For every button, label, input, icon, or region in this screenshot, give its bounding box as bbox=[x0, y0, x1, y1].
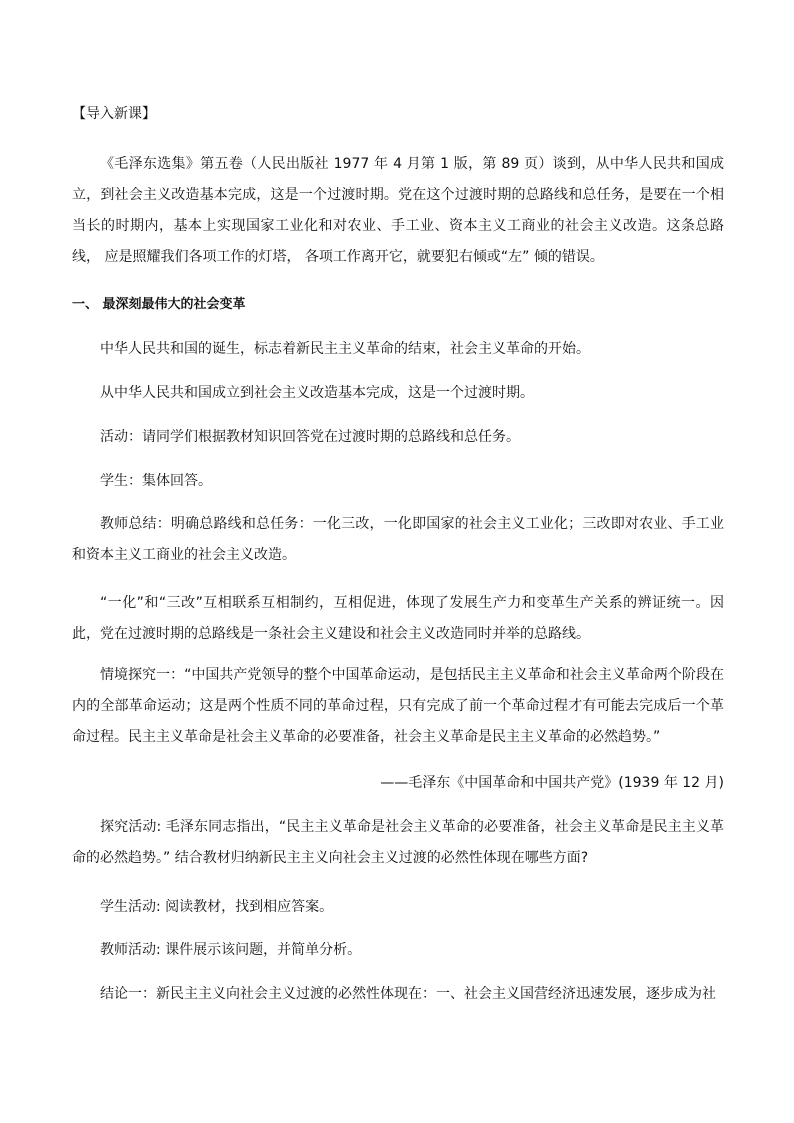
paragraph-teacher-summary: 教师总结：明确总路线和总任务：一化三改，一化即国家的社会主义工业化；三改即对农业、手工业和资本主义工商业的社会主义改造。 bbox=[72, 516, 724, 563]
paragraph-transition-period: 从中华人民共和国成立到社会主义改造基本完成，这是一个过渡时期。 bbox=[100, 385, 534, 401]
section-heading: 一、 最深刻最伟大的社会变革 bbox=[72, 297, 246, 312]
intro-heading: 【导入新课】 bbox=[72, 106, 156, 122]
paragraph-teacher-activity: 教师活动: 课件展示该问题，并简单分析。 bbox=[100, 942, 362, 958]
intro-paragraph: 《毛泽东选集》第五卷（人民出版社 1977 年 4 月第 1 版，第 89 页）谈到，从中华人民共和国成立，到社会主义改造基本完成，这是一个过渡时期。党在这个过渡时期的总路线和总任务，是要在一个相当长的时期内，基本上实现国家工业化和对农业、手工业、资本主义工商业的社会主义改造。这条总路线， 应是照耀我们各项工作的灯塔， 各项工作离开它，就要犯右倾或“左” 倾的错误。 bbox=[72, 156, 724, 265]
paragraph-student-activity: 学生活动: 阅读教材，找到相应答案。 bbox=[100, 899, 334, 915]
paragraph-student: 学生：集体回答。 bbox=[100, 473, 212, 489]
paragraph-activity: 活动：请同学们根据教材知识回答党在过渡时期的总路线和总任务。 bbox=[100, 429, 520, 445]
paragraph-founding: 中华人民共和国的诞生，标志着新民主主义革命的结束，社会主义革命的开始。 bbox=[100, 341, 590, 357]
paragraph-inquiry: 探究活动: 毛泽东同志指出，“民主主义革命是社会主义革命的必要准备，社会主义革命是民主主义革命的必然趋势。” 结合教材归纳新民主主义向社会主义过渡的必然性体现在哪些方面? bbox=[72, 819, 724, 866]
quote-attribution: ——毛泽东《中国革命和中国共产党》(1939 年 12 月) bbox=[380, 775, 724, 791]
paragraph-one-three: “一化”和“三改”互相联系互相制约，互相促进，体现了发展生产力和变革生产关系的辨证统一。因此，党在过渡时期的总路线是一条社会主义建设和社会主义改造同时并举的总路线。 bbox=[72, 595, 724, 642]
paragraph-conclusion: 结论一：新民主主义向社会主义过渡的必然性体现在：一、社会主义国营经济迅速发展，逐步成为社 bbox=[100, 986, 716, 1002]
paragraph-scenario-quote: 情境探究一：“中国共产党领导的整个中国革命运动，是包括民主主义革命和社会主义革命两个阶段在内的全部革命运动；这是两个性质不同的革命过程，只有完成了前一个革命过程才有可能去完成后一个革命过程。民主主义革命是社会主义革命的必要准备，社会主义革命是民主主义革命的必然趋势。” bbox=[72, 667, 724, 745]
